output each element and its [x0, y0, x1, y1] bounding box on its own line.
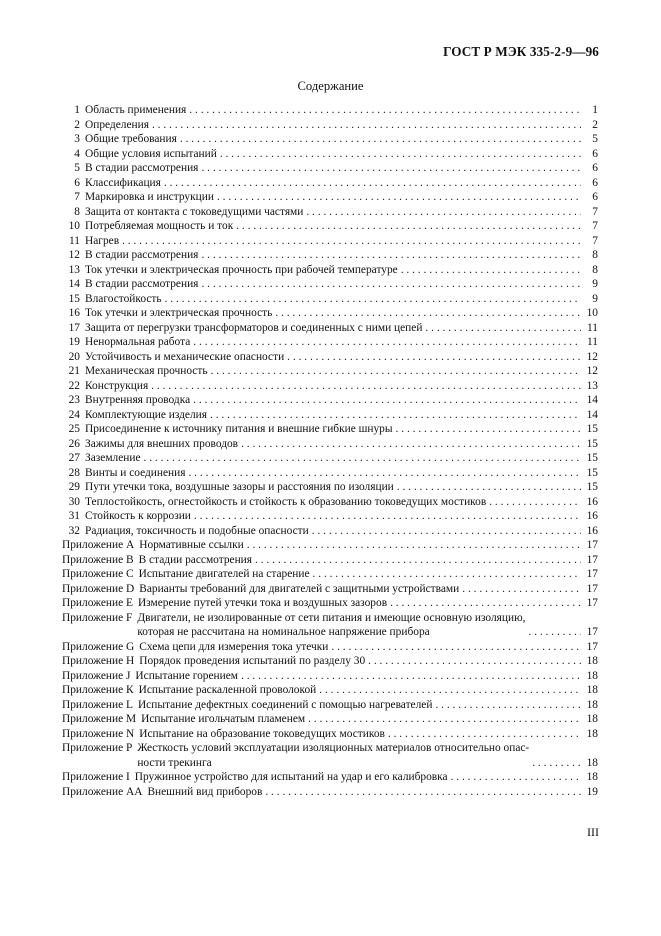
section-title: Защита от перегрузки трансформаторов и соединенных с ними цепей: [85, 321, 423, 334]
section-number: 11: [69, 234, 80, 247]
appendix-title: Внешний вид приборов: [147, 785, 263, 798]
appendix-title-multiline: [137, 741, 529, 770]
toc-row-appendix: [62, 582, 598, 597]
appendix-title: Схема цепи для измерения тока утечки: [139, 640, 329, 653]
section-number: 31: [68, 510, 80, 522]
section-number: 20: [68, 350, 80, 363]
dot-leader: [462, 582, 581, 597]
toc-entry-label: [62, 770, 448, 785]
page-ref: 7: [592, 220, 598, 232]
dot-leader: [532, 756, 581, 771]
dot-leader: [528, 625, 581, 640]
appendix-label: Приложение D: [62, 582, 135, 595]
toc-entry-label: [62, 683, 316, 698]
toc-entry-label: [62, 234, 119, 249]
page-ref: 16: [586, 510, 598, 522]
dot-leader: [152, 118, 581, 133]
section-number: 7: [74, 191, 80, 203]
toc-row-appendix: [62, 741, 598, 770]
toc-entry-label: [62, 408, 207, 423]
appendix-title: Нормативные ссылки: [139, 539, 244, 551]
page-ref: 15: [586, 466, 598, 479]
dot-leader: [368, 654, 581, 669]
toc-entry-label: [62, 466, 185, 481]
toc-row-appendix: [62, 698, 598, 713]
section-title: В стадии рассмотрения: [85, 278, 199, 290]
appendix-title-multiline: [137, 611, 525, 640]
dot-leader: [401, 263, 581, 278]
section-number: 4: [74, 147, 80, 160]
toc-entry-label: [62, 741, 529, 770]
section-title: Маркировка и инструкции: [85, 191, 214, 203]
page-ref: 18: [586, 756, 598, 769]
page-ref: 17: [586, 568, 598, 580]
page-ref: 9: [592, 278, 598, 290]
appendix-title: Варианты требований для двигателей с защитными устройствами: [139, 582, 460, 595]
page-ref: 6: [592, 191, 598, 203]
section-number: 1: [74, 104, 80, 116]
section-title: Нагрев: [85, 234, 120, 247]
toc-row-appendix: [62, 640, 598, 655]
page-ref: 15: [586, 423, 598, 435]
page-ref: 18: [586, 655, 598, 667]
toc-entry-label: [62, 292, 162, 307]
appendix-label: Приложение А: [62, 539, 135, 551]
page-ref: 6: [592, 176, 598, 189]
toc-row-section: [62, 219, 598, 234]
page-ref: 17: [586, 539, 598, 551]
toc-entry-label: [62, 364, 208, 379]
toc-entry-label: [62, 118, 149, 133]
toc-row-section: [62, 292, 598, 307]
section-title: В стадии рассмотрения: [85, 162, 199, 174]
document-header: ГОСТ Р МЭК 335-2-9—96: [443, 44, 599, 59]
appendix-title: Измерение путей утечки тока и воздушных зазоров: [137, 597, 388, 609]
section-number: 12: [68, 249, 80, 261]
dot-leader: [211, 364, 581, 379]
page-ref: 13: [586, 379, 598, 392]
toc-entry-label: [62, 248, 198, 263]
page-ref: 18: [586, 771, 598, 783]
toc-entry-label: [62, 451, 141, 466]
table-of-contents: [62, 103, 598, 799]
section-title: В стадии рассмотрения: [85, 249, 199, 261]
toc-entry-label: [62, 103, 186, 118]
page-ref: 10: [586, 307, 598, 319]
section-title: Ток утечки и электрическая прочность: [85, 307, 273, 319]
section-number: 30: [68, 495, 80, 508]
appendix-title-continued: ности трекинга: [137, 756, 212, 769]
section-number: 19: [68, 336, 80, 348]
toc-entry-label: [62, 480, 394, 495]
toc-row-section: [62, 132, 598, 147]
toc-entry-label: [62, 698, 432, 713]
page-ref: 15: [586, 481, 598, 493]
section-title: Пути утечки тока, воздушные зазоры и расстояния по изоляции: [85, 481, 394, 493]
toc-row-appendix: [62, 567, 598, 582]
toc-row-appendix: [62, 770, 598, 785]
toc-row-section: [62, 379, 598, 394]
dot-leader: [489, 495, 581, 510]
page-ref: 18: [586, 713, 598, 725]
page-ref: 19: [586, 785, 598, 798]
toc-entry-label: [62, 654, 365, 669]
section-number: 29: [68, 481, 80, 493]
dot-leader: [241, 669, 581, 684]
toc-entry-label: [62, 567, 310, 582]
toc-row-section: [62, 364, 598, 379]
toc-entry-label: [62, 495, 486, 510]
section-number: 25: [68, 423, 80, 435]
dot-leader: [151, 379, 581, 394]
toc-entry-label: [62, 379, 148, 394]
section-title: Область применения: [85, 104, 187, 116]
appendix-label: Приложение Н: [62, 655, 135, 667]
section-number: 24: [68, 408, 80, 421]
toc-entry-label: [62, 190, 214, 205]
appendix-label: Приложение К: [62, 684, 134, 696]
page-ref: 6: [592, 147, 598, 160]
toc-entry-label: [62, 712, 305, 727]
dot-leader: [194, 509, 581, 524]
appendix-label: Приложение L: [62, 698, 133, 711]
page-ref: 6: [592, 162, 598, 174]
toc-row-appendix: [62, 712, 598, 727]
dot-leader: [319, 683, 581, 698]
toc-row-section: [62, 437, 598, 452]
toc-row-appendix: [62, 785, 598, 800]
dot-leader: [265, 785, 581, 800]
appendix-title: Пружинное устройство для испытаний на удар и его калибровка: [134, 771, 448, 783]
dot-leader: [201, 161, 581, 176]
page-ref: 18: [586, 727, 598, 740]
section-title: Защита от контакта с токоведущими частями: [85, 205, 304, 218]
toc-row-section: [62, 147, 598, 162]
appendix-title: Испытание двигателей на старение: [138, 568, 310, 580]
toc-row-appendix: [62, 553, 598, 568]
page-ref: 17: [586, 582, 598, 595]
section-number: 8: [74, 205, 80, 218]
page-ref: 14: [586, 408, 598, 421]
toc-entry-label: [62, 263, 398, 278]
page-ref: 16: [586, 524, 598, 537]
appendix-title: Испытание игольчатым пламенем: [141, 713, 306, 725]
section-number: 10: [68, 220, 80, 232]
toc-entry-label: [62, 132, 177, 147]
page-ref: 11: [587, 321, 598, 334]
section-number: 26: [68, 437, 80, 450]
dot-leader: [236, 219, 581, 234]
toc-entry-label: [62, 727, 385, 742]
toc-row-appendix: [62, 727, 598, 742]
page-ref: 18: [586, 698, 598, 711]
toc-row-section: [62, 451, 598, 466]
dot-leader: [308, 712, 581, 727]
toc-entry-label: [62, 611, 525, 640]
toc-entry-label: [62, 335, 190, 350]
dot-leader: [275, 306, 581, 321]
page-ref: 1: [592, 104, 598, 116]
appendix-title: Испытание горением: [135, 669, 239, 682]
appendix-label: Приложение N: [62, 727, 135, 740]
toc-row-appendix: [62, 538, 598, 553]
toc-row-section: [62, 234, 598, 249]
appendix-label: Приложение F: [62, 611, 133, 624]
toc-row-appendix: [62, 611, 598, 640]
toc-row-section: [62, 321, 598, 336]
dot-leader: [189, 103, 581, 118]
section-number: 16: [68, 307, 80, 319]
toc-row-appendix: [62, 669, 598, 684]
section-number: 2: [74, 118, 80, 131]
toc-row-section: [62, 190, 598, 205]
appendix-title: В стадии рассмотрения: [138, 553, 253, 566]
section-title: Ток утечки и электрическая прочность при рабочей температуре: [85, 263, 398, 276]
dot-leader: [390, 596, 581, 611]
toc-entry-label: [62, 437, 238, 452]
section-number: 15: [68, 292, 80, 305]
section-title: Стойкость к коррозии: [85, 510, 191, 522]
page-ref: 18: [586, 684, 598, 696]
dot-leader: [188, 466, 581, 481]
dot-leader: [164, 176, 581, 191]
page-number: III: [587, 825, 599, 839]
dot-leader: [287, 350, 581, 365]
page-ref: 7: [592, 205, 598, 218]
section-number: 32: [68, 524, 80, 537]
toc-row-section: [62, 350, 598, 365]
appendix-title: Жесткость условий эксплуатации изоляционных материалов относительно опас-: [137, 742, 530, 754]
toc-row-section: [62, 263, 598, 278]
toc-row-section: [62, 422, 598, 437]
toc-entry-label: [62, 147, 217, 162]
page-ref: 7: [592, 234, 598, 247]
toc-row-section: [62, 277, 598, 292]
dot-leader: [435, 698, 581, 713]
section-title: Общие требования: [85, 133, 177, 145]
toc-row-appendix: [62, 596, 598, 611]
page-ref: 17: [586, 626, 598, 638]
page-ref: 17: [586, 597, 598, 609]
section-number: 23: [68, 394, 80, 406]
page-ref: 18: [586, 669, 598, 682]
toc-entry-label: [62, 538, 244, 553]
appendix-label: Приложение G: [62, 640, 135, 653]
appendix-label: Приложение Р: [62, 742, 133, 754]
appendix-label: Приложение Е: [62, 597, 133, 609]
dot-leader: [201, 248, 581, 263]
dot-leader: [312, 524, 581, 539]
dot-leader: [217, 190, 581, 205]
section-number: 13: [68, 263, 80, 276]
section-title: Потребляемая мощность и ток: [85, 220, 234, 232]
page-ref: 17: [586, 553, 598, 566]
toc-row-appendix: [62, 654, 598, 669]
section-title: Комплектующие изделия: [85, 408, 207, 421]
toc-row-section: [62, 248, 598, 263]
appendix-title-continued: которая не рассчитана на номинальное напряжение прибора: [137, 626, 430, 638]
dot-leader: [193, 335, 581, 350]
dot-leader: [193, 393, 581, 408]
page-ref: 17: [586, 640, 598, 653]
section-number: 5: [74, 162, 80, 174]
appendix-label: Приложение АА: [62, 785, 143, 798]
toc-entry-label: [62, 350, 284, 365]
toc-row-section: [62, 118, 598, 133]
toc-entry-label: [62, 640, 328, 655]
dot-leader: [220, 147, 581, 162]
section-title: Определения: [85, 118, 149, 131]
toc-entry-label: [62, 306, 272, 321]
section-number: 3: [74, 133, 80, 145]
toc-row-section: [62, 335, 598, 350]
dot-leader: [201, 277, 581, 292]
appendix-label: Приложение J: [62, 669, 131, 682]
toc-row-section: [62, 176, 598, 191]
dot-leader: [331, 640, 581, 655]
dot-leader: [247, 538, 581, 553]
dot-leader: [451, 770, 581, 785]
page-ref: 16: [586, 495, 598, 508]
toc-row-section: [62, 103, 598, 118]
dot-leader: [144, 451, 581, 466]
toc-entry-label: [62, 393, 190, 408]
toc-row-section: [62, 205, 598, 220]
section-title: Внутренняя проводка: [85, 394, 191, 406]
appendix-title: Испытание дефектных соединений с помощью нагревателей: [137, 698, 433, 711]
toc-row-section: [62, 161, 598, 176]
toc-row-section: [62, 408, 598, 423]
section-title: Механическая прочность: [85, 365, 208, 377]
toc-row-section: [62, 524, 598, 539]
page-ref: 14: [586, 394, 598, 406]
toc-entry-label: [62, 524, 309, 539]
toc-entry-label: [62, 582, 459, 597]
dot-leader: [122, 234, 581, 249]
page-ref: 15: [586, 452, 598, 464]
section-title: Заземление: [85, 452, 141, 464]
appendix-title: Испытание раскаленной проволокой: [138, 684, 317, 696]
dot-leader: [396, 422, 581, 437]
toc-row-appendix: [62, 683, 598, 698]
dot-leader: [255, 553, 581, 568]
dot-leader: [313, 567, 581, 582]
toc-row-section: [62, 306, 598, 321]
section-title: Теплостойкость, огнестойкость и стойкость к образованию токоведущих мостиков: [85, 495, 487, 508]
toc-entry-label: [62, 553, 252, 568]
page-ref: 8: [592, 263, 598, 276]
page-ref: 2: [592, 118, 598, 131]
toc-entry-label: [62, 785, 262, 800]
appendix-label: Приложение I: [62, 771, 130, 783]
toc-row-section: [62, 480, 598, 495]
appendix-title: Порядок проведения испытаний по разделу 30: [139, 655, 366, 667]
appendix-title: Испытание на образование токоведущих мостиков: [139, 727, 385, 740]
section-title: Влагостойкость: [85, 292, 162, 305]
page-ref: 9: [592, 292, 598, 305]
page-ref: 12: [586, 365, 598, 377]
appendix-label: Приложение С: [62, 568, 134, 580]
toc-row-section: [62, 466, 598, 481]
section-number: 27: [68, 452, 80, 464]
page-ref: 11: [587, 336, 598, 348]
appendix-label: Приложение М: [62, 713, 137, 725]
dot-leader: [397, 480, 581, 495]
section-number: 28: [68, 466, 80, 479]
section-title: Присоединение к источнику питания и внешние гибкие шнуры: [85, 423, 393, 435]
toc-entry-label: [62, 219, 233, 234]
dot-leader: [306, 205, 581, 220]
section-title: Общие условия испытаний: [85, 147, 217, 160]
appendix-label: Приложение В: [62, 553, 134, 566]
dot-leader: [210, 408, 581, 423]
toc-entry-label: [62, 277, 198, 292]
dot-leader: [388, 727, 581, 742]
dot-leader: [425, 321, 581, 336]
section-title: Классификация: [85, 176, 161, 189]
section-title: Зажимы для внешних проводов: [85, 437, 239, 450]
page-ref: 8: [592, 249, 598, 261]
section-number: 21: [68, 365, 80, 377]
toc-entry-label: [62, 669, 238, 684]
toc-row-section: [62, 495, 598, 510]
section-number: 14: [68, 278, 80, 290]
section-number: 22: [68, 379, 80, 392]
toc-entry-label: [62, 176, 161, 191]
toc-entry-label: [62, 596, 387, 611]
toc-row-section: [62, 393, 598, 408]
toc-row-section: [62, 509, 598, 524]
page-ref: 12: [586, 350, 598, 363]
toc-entry-label: [62, 321, 422, 336]
dot-leader: [241, 437, 581, 452]
section-number: 6: [74, 176, 80, 189]
page-ref: 5: [592, 133, 598, 145]
section-title: Конструкция: [85, 379, 149, 392]
appendix-title: Двигатели, не изолированные от сети питания и имеющие основную изоляцию,: [137, 611, 526, 624]
dot-leader: [180, 132, 581, 147]
toc-title: Содержание: [297, 79, 364, 93]
section-title: Ненормальная работа: [85, 336, 191, 348]
section-title: Устойчивость и механические опасности: [85, 350, 285, 363]
toc-entry-label: [62, 205, 303, 220]
dot-leader: [165, 292, 581, 307]
toc-entry-label: [62, 509, 191, 524]
toc-entry-label: [62, 422, 393, 437]
toc-entry-label: [62, 161, 198, 176]
section-title: Винты и соединения: [85, 466, 186, 479]
page-ref: 15: [586, 437, 598, 450]
section-number: 17: [68, 321, 80, 334]
section-title: Радиация, токсичность и подобные опасности: [85, 524, 309, 537]
